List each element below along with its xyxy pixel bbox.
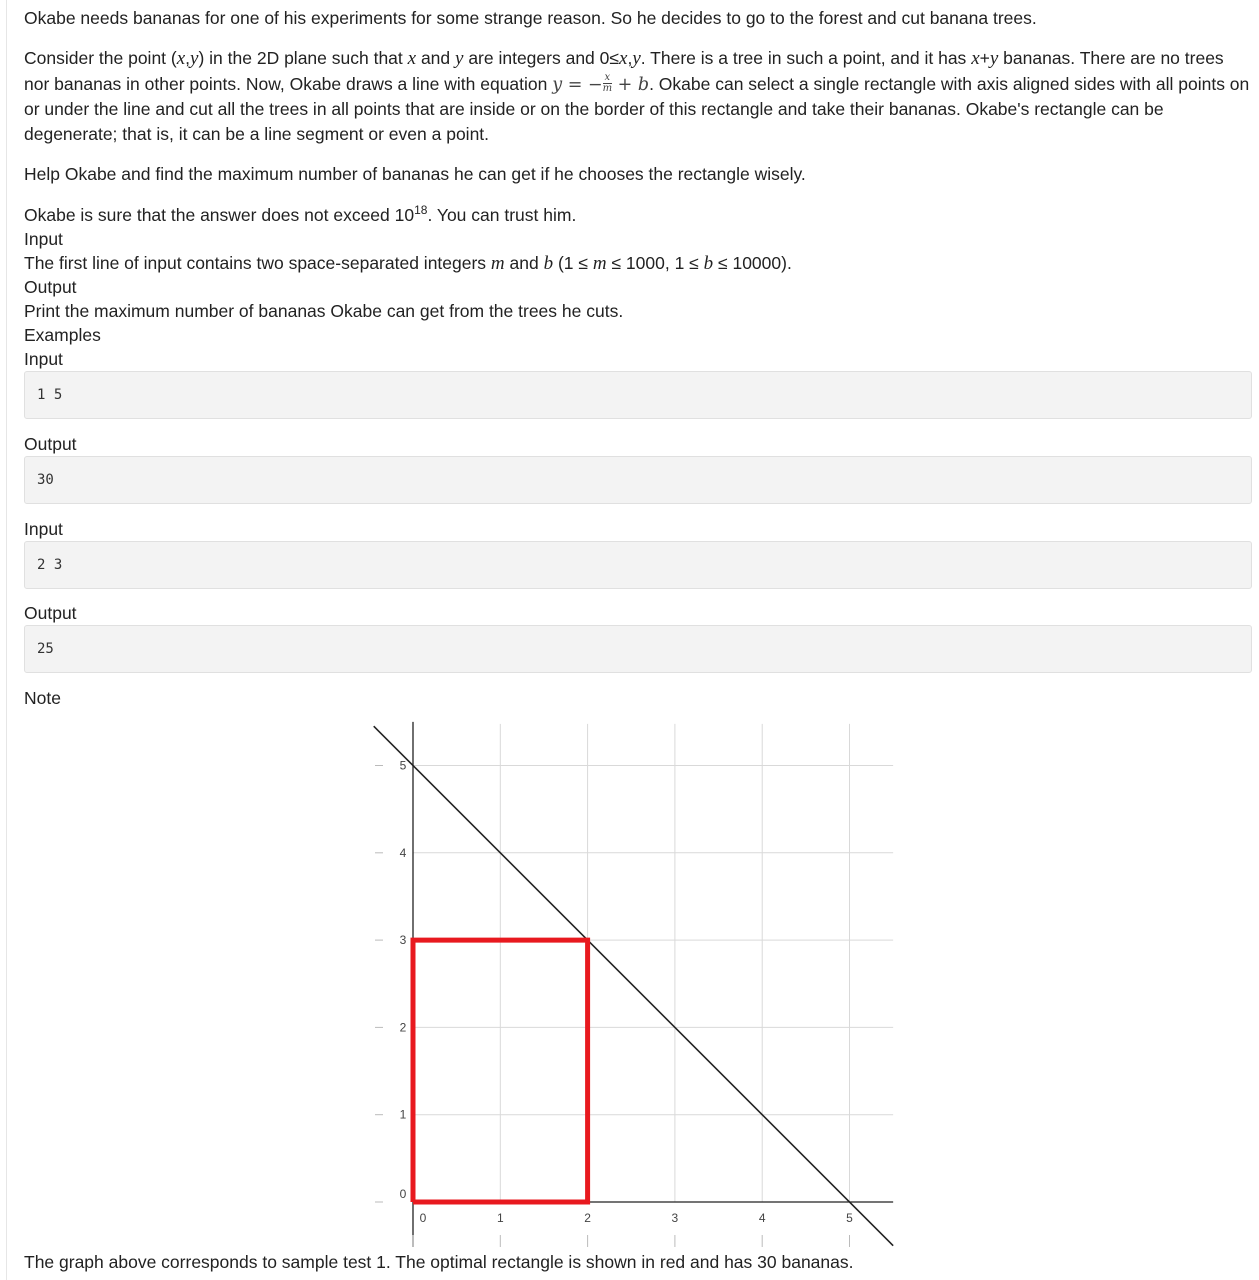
example-1-output-box[interactable] <box>24 456 1252 504</box>
y-tick-label-5: 5 <box>399 758 407 773</box>
example-1-output-value: 30 <box>37 472 54 488</box>
series-line <box>374 726 893 1245</box>
x-tick-label-3: 3 <box>671 1211 679 1225</box>
example-1-output-label: Output <box>24 434 77 454</box>
example-2-input-value: 2 3 <box>37 557 63 573</box>
examples-title: Examples <box>24 325 101 345</box>
x-tick-label-1: 1 <box>496 1211 504 1225</box>
y-tick-label-2: 2 <box>399 1020 407 1035</box>
example-1-input-label: Input <box>24 349 63 369</box>
output-section-text: Print the maximum number of bananas Okabe can get from the trees he cuts. <box>24 301 624 321</box>
y-tick-label-0: 0 <box>399 1187 407 1201</box>
y-tick-label-4: 4 <box>399 845 407 860</box>
y-tick-label-3: 3 <box>399 933 407 948</box>
line-equation: y = − $\frac{x}{m}$ + b <box>552 71 650 95</box>
x-tick-label-2: 2 <box>584 1211 591 1225</box>
example-2-input-box[interactable] <box>24 541 1252 589</box>
input-section-text: The first line of input contains two space-separated integers m and b (1 ≤ m ≤ 1000, 1 ≤ b ≤ 10000). <box>24 253 792 274</box>
example-1-input-box[interactable] <box>24 371 1252 419</box>
input-section-title: Input <box>24 229 63 249</box>
example-2-input-label: Input <box>24 519 63 539</box>
statement-paragraph-3: Help Okabe and find the maximum number of bananas he can get if he chooses the rectangle wisely. <box>24 164 806 184</box>
grid <box>413 724 893 1202</box>
example-2-output-label: Output <box>24 603 77 623</box>
tick-labels <box>400 759 854 1226</box>
statement-paragraph-2: Consider the point (x,y) in the 2D plane such that x and y are integers and 0≤x,y. There is a tree in such a point, and it has x+y bananas. There are no trees nor bananas in other points. Now, Okabe draws a line with equation y = − $\frac{x}{m}$ + b. Okabe can select a single rectangle with axis aligned sides with all points on or under the line and cut all the trees in all points that are inside or on the border of this rectangle and take their bananas. Okabe's rectangle can be degenerate; that is, it can be a line segment or even a point. <box>24 48 1250 144</box>
left-border <box>6 0 7 1280</box>
output-section-title: Output <box>24 277 77 297</box>
series <box>374 726 893 1245</box>
x-tick-label-5: 5 <box>846 1211 853 1225</box>
note-caption: The graph above corresponds to sample test 1. The optimal rectangle is shown in red and has 30 bananas. <box>24 1252 854 1272</box>
statement-paragraph-4: Okabe is sure that the answer does not exceed $10^{18}$. You can trust him. <box>24 203 577 225</box>
note-graph <box>360 700 920 1260</box>
example-1-input-value: 1 5 <box>37 387 63 403</box>
x-tick-label-0: 0 <box>419 1211 427 1225</box>
x-tick-label-4: 4 <box>758 1211 766 1225</box>
example-2-output-value: 25 <box>37 641 54 657</box>
y-tick-label-1: 1 <box>399 1107 407 1122</box>
statement-paragraph-1: Okabe needs bananas for one of his experiments for some strange reason. So he decides to go to the forest and cut banana trees. <box>24 8 1037 28</box>
example-2-output-box[interactable] <box>24 625 1252 673</box>
note-title: Note <box>24 688 61 708</box>
